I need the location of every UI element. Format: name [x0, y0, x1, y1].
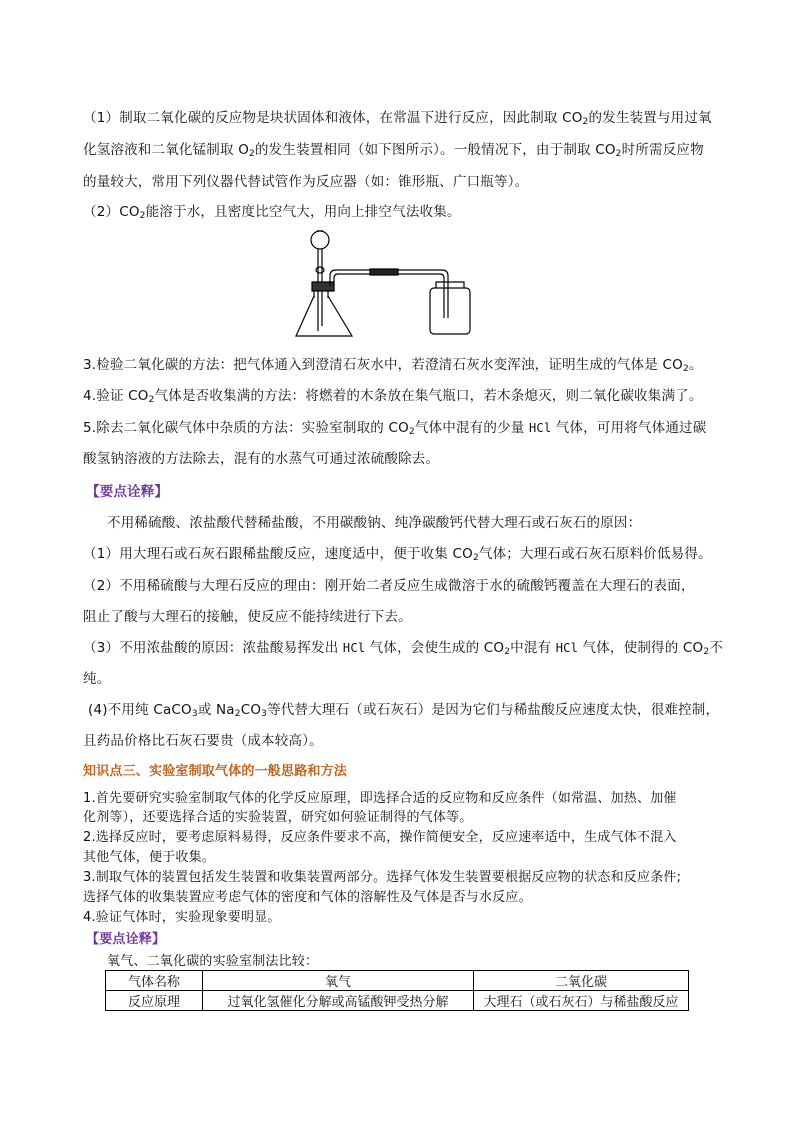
para-3	[83, 353, 703, 373]
s3-para-4: 4.验证气体时，实验现象要明显。	[83, 910, 281, 925]
subscript: 2	[504, 647, 511, 657]
key-item-3-line-1	[83, 636, 723, 656]
table-header-row	[106, 971, 689, 991]
subscript: 3	[191, 709, 198, 719]
text: 不	[709, 640, 724, 656]
section-3-heading: 知识点三、实验室制取气体的一般思路和方法	[83, 764, 348, 779]
subscript: 2	[615, 149, 622, 159]
s3-para-2-line-2: 其他气体，便于收集。	[83, 850, 216, 865]
text: 5.除去二氧化碳气体中杂质的方法：实验室制取的 CO	[83, 420, 409, 436]
key-points-heading-2: 【要点诠释】	[86, 932, 166, 947]
text: 化氢溶液和二氧化锰制取 O	[83, 142, 250, 158]
table-cell: 过氧化氢催化分解或高锰酸钾受热分解	[203, 991, 474, 1011]
text: （3）不用浓盐酸的原因：浓盐酸易挥发出	[83, 640, 343, 656]
key-item-4-line-1	[88, 698, 719, 718]
s3-para-2-line-1: 2.选择反应时，要考虑原料易得，反应条件要求不高，操作简便安全，反应速率适中，生成气体不混入	[83, 830, 677, 845]
para-1-line-2	[83, 138, 704, 158]
formula-hcl: HCl	[555, 641, 579, 655]
para-5-line-2: 酸氢钠溶液的方法除去，混有的水蒸气可通过浓硫酸除去。	[83, 451, 440, 467]
text: 气体中混有的少量	[414, 420, 529, 436]
s3-para-3-line-2: 选择气体的收集装置应考虑气体的密度和气体的溶解性及气体是否与水反应。	[83, 890, 532, 905]
subscript: 2	[139, 211, 146, 221]
text: 的发生装置相同（如下图所示）。一般情况下，由于制取 CO	[254, 142, 616, 158]
comparison-table	[105, 970, 689, 1011]
text: 气体是否收集满的方法：将燃着的木条放在集气瓶口，若木条熄灭，则二氧化碳收集满了。	[154, 388, 703, 404]
text: (4)不用纯 CaCO	[88, 702, 192, 718]
subscript: 2	[234, 709, 241, 719]
rubber-tubing	[370, 269, 398, 275]
key-points-heading: 【要点诠释】	[86, 484, 169, 500]
text: 气体，会使生成的 CO	[365, 640, 505, 656]
jar-mouth	[436, 282, 464, 288]
text: （2）CO	[83, 204, 140, 220]
text: CO	[240, 702, 262, 718]
table-cell: 大理石（或石灰石）与稀盐酸反应	[474, 991, 689, 1011]
flask-stopper	[312, 282, 334, 291]
text: 气体，可用将气体通过碳	[551, 420, 707, 436]
key-intro: 不用稀硫酸、浓盐酸代替稀盐酸，不用碳酸钠、纯净碳酸钙代替大理石或石灰石的原因：	[107, 515, 642, 531]
subscript: 2	[249, 149, 255, 159]
para-4	[83, 384, 703, 404]
text: 气体；大理石或石灰石原料价低易得。	[478, 546, 712, 562]
text: 气体，使制得的 CO	[578, 640, 704, 656]
gas-collecting-jar	[430, 288, 470, 334]
subscript: 2	[682, 364, 689, 374]
para-5-line-1	[83, 416, 706, 436]
key-item-2-line-1: （2）不用稀硫酸与大理石反应的理由：刚开始二者反应生成微溶于水的硫酸钙覆盖在大理石的表面，	[83, 578, 695, 594]
gas-apparatus-figure	[290, 226, 490, 344]
text: 或 Na	[197, 702, 235, 718]
s3-para-3-line-1: 3.制取气体的装置包括发生装置和收集装置两部分。选择气体发生装置要根据反应物的状态和反应条件;	[83, 870, 682, 885]
text: 3.检验二氧化碳的方法：把气体通入到澄清石灰水中，若澄清石灰水变浑浊，证明生成的气体是 CO	[83, 357, 683, 373]
key-item-2-line-2: 阻止了酸与大理石的接触，使反应不能持续进行下去。	[83, 609, 412, 625]
formula-hcl: HCl	[342, 641, 366, 655]
table-row	[106, 991, 689, 1011]
table-cell: 反应原理	[106, 991, 203, 1011]
subscript: 2	[703, 647, 710, 657]
s3-para-1-line-1: 1.首先要研究实验室制取气体的化学反应原理，即选择合适的反应物和反应条件（如常温、加热、加催	[83, 791, 677, 806]
text: 。	[688, 357, 703, 373]
text: 的发生装置与用过氧	[588, 110, 712, 126]
subscript: 3	[261, 709, 268, 719]
subscript: 2	[472, 553, 479, 563]
para-2	[83, 200, 461, 220]
funnel-bulb	[311, 231, 329, 249]
text: 能溶于水，且密度比空气大，用向上排空气法收集。	[145, 204, 461, 220]
key-item-3-line-2: 纯。	[83, 671, 111, 687]
text: 等代替大理石（或石灰石）是因为它们与稀盐酸反应速度太快，很难控制，	[267, 702, 720, 718]
s3-para-1-line-2: 化剂等），还要选择合适的实验装置，研究如何验证制得的气体等。	[83, 810, 473, 825]
subscript: 2	[582, 117, 589, 127]
subscript: 2	[408, 427, 415, 437]
table-intro: 氧气、二氧化碳的实验室制法比较：	[107, 954, 319, 969]
text: 4.验证 CO	[83, 388, 149, 404]
text: （1）用大理石或石灰石跟稀盐酸反应，速度适中，便于收集 CO	[83, 546, 473, 562]
erlenmeyer-flask	[296, 290, 352, 336]
key-item-1	[83, 542, 712, 562]
para-1-line-1	[83, 106, 712, 126]
text: 中混有	[510, 640, 556, 656]
table-header-cell: 氧气	[203, 971, 474, 991]
subscript: 2	[148, 395, 155, 405]
key-item-4-line-2: 且药品价格比石灰石要贵（成本较高）。	[83, 733, 323, 749]
text: （1）制取二氧化碳的反应物是块状固体和液体，在常温下进行反应，因此制取 CO	[83, 110, 583, 126]
table-header-cell: 气体名称	[106, 971, 203, 991]
table-header-cell: 二氧化碳	[474, 971, 689, 991]
text: 时所需反应物	[621, 142, 704, 158]
formula-hcl: HCl	[528, 421, 552, 435]
para-1-line-3: 的量较大，常用下列仪器代替试管作为反应器（如：锥形瓶、广口瓶等）。	[83, 174, 529, 190]
